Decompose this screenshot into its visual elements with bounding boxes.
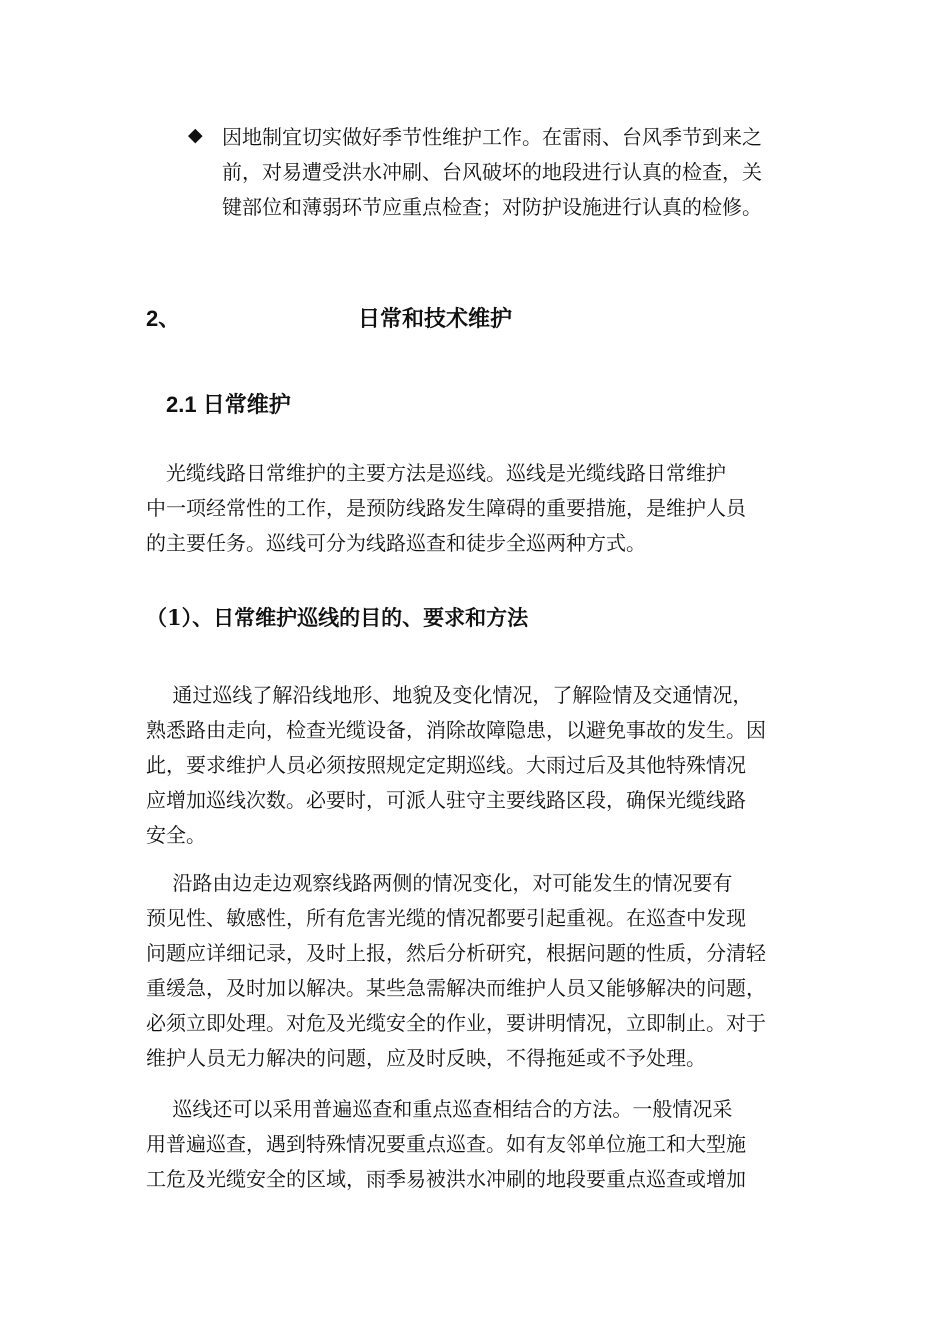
bullet-text (222, 120, 812, 225)
paragraph-line: 应增加巡线次数。必要时，可派人驻守主要线路区段，确保光缆线路 (146, 788, 746, 812)
bullet-line: 因地制宜切实做好季节性维护工作。在雷雨、台风季节到来之 (222, 125, 762, 149)
paragraph-line: 光缆线路日常维护的主要方法是巡线。巡线是光缆线路日常维护 (146, 461, 726, 485)
paragraph-line: 必须立即处理。对危及光缆安全的作业，要讲明情况，立即制止。对于 (146, 1011, 766, 1035)
paragraph-line: 预见性、敏感性，所有危害光缆的情况都要引起重视。在巡查中发现 (146, 906, 746, 930)
paragraph-line: 安全。 (146, 823, 206, 847)
bullet-line: 前，对易遭受洪水冲刷、台风破坏的地段进行认真的检查，关 (222, 160, 762, 184)
subsection-1-heading: （1）、日常维护巡线的目的、要求和方法 (146, 605, 529, 630)
diamond-bullet-icon: ◆ (188, 125, 203, 146)
intro-paragraph (146, 456, 811, 561)
paragraph-line: 重缓急，及时加以解决。某些急需解决而维护人员又能够解决的问题， (146, 976, 766, 1000)
paragraph-line: 此，要求维护人员必须按照规定定期巡线。大雨过后及其他特殊情况 (146, 753, 746, 777)
paragraph-2 (146, 866, 811, 1076)
subsection-heading: 2.1 日常维护 (166, 392, 291, 417)
paragraph-line: 沿路由边走边观察线路两侧的情况变化，对可能发生的情况要有 (146, 871, 733, 895)
paragraph-line: 通过巡线了解沿线地形、地貌及变化情况，了解险情及交通情况， (146, 683, 753, 707)
paragraph-line: 熟悉路由走向，检查光缆设备，消除故障隐患，以避免事故的发生。因 (146, 718, 766, 742)
paragraph-line: 巡线还可以采用普遍巡查和重点巡查相结合的方法。一般情况采 (146, 1097, 733, 1121)
paragraph-line: 中一项经常性的工作，是预防线路发生障碍的重要措施，是维护人员 (146, 496, 746, 520)
paragraph-line: 问题应详细记录，及时上报，然后分析研究，根据问题的性质，分清轻 (146, 941, 766, 965)
paragraph-line: 用普遍巡查，遇到特殊情况要重点巡查。如有友邻单位施工和大型施 (146, 1132, 746, 1156)
paragraph-line: 维护人员无力解决的问题，应及时反映，不得拖延或不予处理。 (146, 1046, 706, 1070)
bullet-line: 键部位和薄弱环节应重点检查；对防护设施进行认真的检修。 (222, 195, 762, 219)
paragraph-1 (146, 678, 811, 853)
paragraph-3 (146, 1092, 811, 1197)
paragraph-line: 的主要任务。巡线可分为线路巡查和徒步全巡两种方式。 (146, 531, 646, 555)
section-number: 2、 (146, 306, 181, 331)
paragraph-line: 工危及光缆安全的区域，雨季易被洪水冲刷的地段要重点巡查或增加 (146, 1167, 746, 1191)
section-heading: 日常和技术维护 (358, 306, 513, 331)
